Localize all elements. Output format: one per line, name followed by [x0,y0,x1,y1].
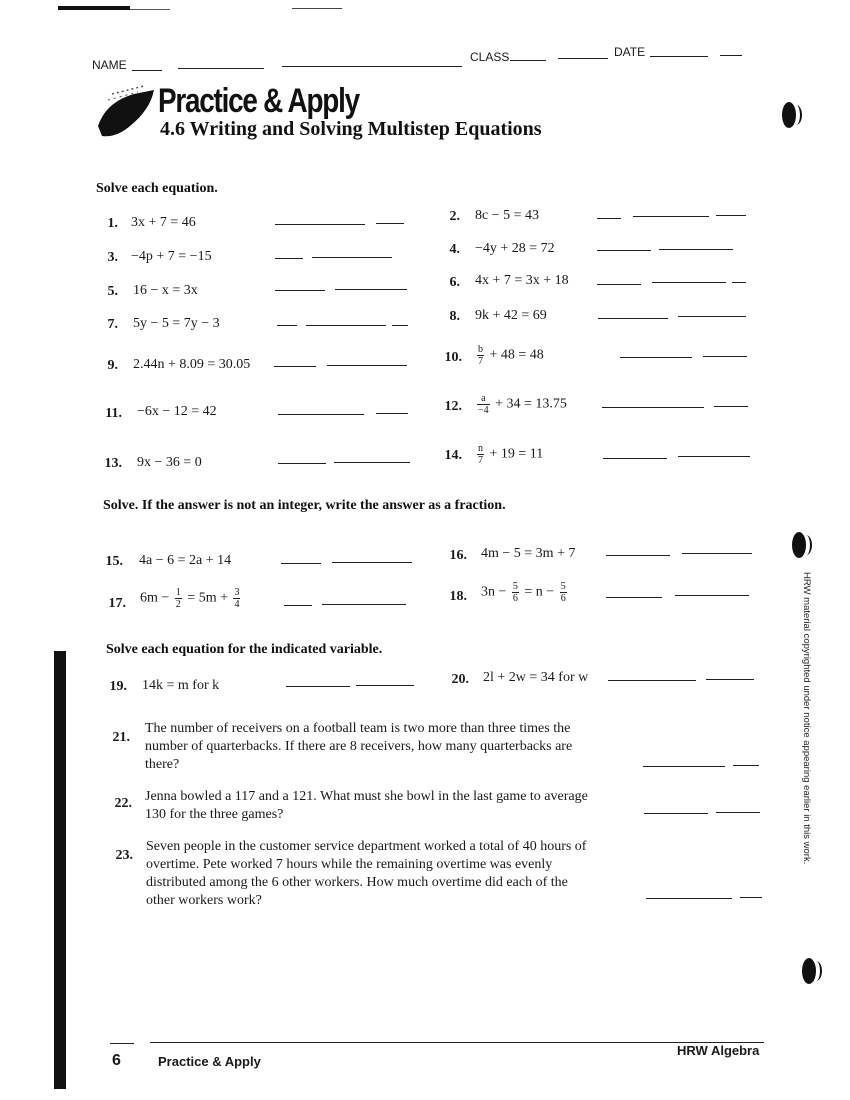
answer-blank[interactable] [278,414,364,415]
fraction: $\frac{a}{-4}$ [478,393,489,416]
problem-number: 19. [109,679,127,694]
problem-number: 12. [444,399,462,414]
answer-blank[interactable] [284,605,312,606]
class-label: CLASS [470,50,510,64]
answer-blank[interactable] [286,686,350,687]
equation: 9x − 36 = 0 [137,455,202,470]
punch-hole-icon [802,958,816,984]
equation: $\frac{n}{7}$ + 19 = 11 [478,443,544,466]
problem-number: 20. [451,672,469,687]
fraction: $\frac{n}{7}$ [478,443,483,466]
answer-blank[interactable] [678,316,746,317]
answer-blank[interactable] [644,813,708,814]
punch-hole-icon [792,532,806,558]
answer-blank[interactable] [643,766,725,767]
equation: 2l + 2w = 34 for w [483,670,589,685]
date-blank[interactable] [650,56,708,57]
answer-blank[interactable] [277,325,297,326]
answer-blank[interactable] [597,284,641,285]
problem-number: 13. [104,456,122,471]
date-label: DATE [614,45,646,59]
word-problem: The number of receivers on a football team is two more than three times the number of quarterbacks. If there are 8 receivers, how many quarterbacks are there? [145,721,573,772]
equation: 5y − 5 = 7y − 3 [133,316,220,331]
answer-blank[interactable] [392,325,408,326]
name-blank[interactable] [132,70,162,71]
answer-blank[interactable] [376,223,404,224]
answer-blank[interactable] [322,604,406,605]
answer-blank[interactable] [646,898,732,899]
answer-blank[interactable] [716,215,746,216]
problem-number: 22. [114,796,132,811]
name-blank[interactable] [282,66,462,67]
answer-blank[interactable] [633,216,709,217]
answer-blank[interactable] [732,282,746,283]
answer-blank[interactable] [598,318,668,319]
answer-blank[interactable] [682,553,752,554]
equation: −4y + 28 = 72 [475,241,555,256]
fraction: $\frac{b}{7}$ [478,344,483,367]
scan-mark [292,8,342,9]
answer-blank[interactable] [703,356,747,357]
answer-blank[interactable] [306,325,386,326]
answer-blank[interactable] [652,282,726,283]
equation: 2.44n + 8.09 = 30.05 [133,357,251,372]
problem-number: 3. [107,250,118,265]
answer-blank[interactable] [675,595,749,596]
problem-number: 23. [115,848,133,863]
answer-blank[interactable] [606,555,670,556]
answer-blank[interactable] [327,365,407,366]
punch-hole-icon [782,102,796,128]
equation: 9k + 42 = 69 [475,308,547,323]
answer-blank[interactable] [602,407,704,408]
equation: 4m − 5 = 3m + 7 [481,546,576,561]
answer-blank[interactable] [312,257,392,258]
practice-apply-logo-icon [94,80,160,144]
scan-edge-bar [54,651,66,1089]
word-problem: Jenna bowled a 117 and a 121. What must she bowl in the last game to average 130 for the three games? [145,789,588,822]
problem-number: 1. [107,216,118,231]
publisher-label: HRW Algebra [677,1043,760,1058]
answer-blank[interactable] [608,680,696,681]
equation: 4x + 7 = 3x + 18 [475,273,569,288]
answer-blank[interactable] [274,366,316,367]
problem-number: 10. [444,350,462,365]
answer-blank[interactable] [376,413,408,414]
copyright-note: HRW material copyrighted under notice appearing earlier in this work. [801,572,812,865]
answer-blank[interactable] [281,563,321,564]
answer-blank[interactable] [606,597,662,598]
answer-blank[interactable] [714,406,748,407]
problem-number: 11. [105,406,122,421]
problem-number: 7. [107,317,118,332]
problem-number: 15. [105,554,123,569]
equation: 6m − $\frac{1}{2}$ = 5m + $\frac{3}{4}$ [140,587,240,610]
answer-blank[interactable] [597,218,621,219]
problem-number: 5. [107,284,118,299]
lesson-title: 4.6 Writing and Solving Multistep Equations [160,118,542,140]
answer-blank[interactable] [659,249,733,250]
answer-blank[interactable] [620,357,692,358]
page-title: Practice & Apply [158,82,359,120]
answer-blank[interactable] [356,685,414,686]
section-heading: Solve. If the answer is not an integer, write the answer as a fraction. [103,498,506,513]
fraction: $\frac{3}{4}$ [234,587,240,610]
answer-blank[interactable] [334,462,410,463]
problem-number: 21. [112,730,130,745]
problem-number: 16. [449,548,467,563]
problem-number: 14. [444,448,462,463]
equation: 8c − 5 = 43 [475,208,540,223]
fraction: $\frac{5}{6}$ [560,581,566,604]
problem-number: 18. [449,589,467,604]
problem-number: 9. [107,358,118,373]
footer-title: Practice & Apply [158,1054,261,1069]
equation: $\frac{b}{7}$ + 48 = 48 [478,344,544,367]
answer-blank[interactable] [603,458,667,459]
answer-blank[interactable] [275,224,365,225]
answer-blank[interactable] [706,679,754,680]
footer-rule [150,1042,764,1043]
fraction: $\frac{5}{6}$ [512,581,518,604]
answer-blank[interactable] [716,812,760,813]
equation: 16 − x = 3x [133,283,198,298]
problem-number: 6. [449,275,460,290]
problem-number: 2. [449,209,460,224]
answer-blank[interactable] [597,250,651,251]
word-problem: Seven people in the customer service department worked a total of 40 hours of overtime. Pete worked 7 hours while the remaining overtime was evenly distributed among the 6 other workers. How much overtime did each of the other workers work? [146,839,587,908]
answer-blank[interactable] [278,463,326,464]
fraction: $\frac{1}{2}$ [175,587,181,610]
problem-number: 4. [449,242,460,257]
answer-blank[interactable] [332,562,412,563]
equation: 3n − $\frac{5}{6}$ = n − $\frac{5}{6}$ [481,581,566,604]
name-label: NAME [92,58,127,72]
answer-blank[interactable] [740,897,762,898]
answer-blank[interactable] [275,258,303,259]
answer-blank[interactable] [678,456,750,457]
class-blank[interactable] [558,58,608,59]
problem-number: 8. [449,309,460,324]
equation: −4p + 7 = −15 [131,249,212,264]
class-blank[interactable] [510,60,546,61]
equation: $\frac{a}{-4}$ + 34 = 13.75 [478,393,567,416]
page-number: 6 [112,1052,121,1069]
equation: 4a − 6 = 2a + 14 [139,553,232,568]
scan-mark [130,9,170,10]
equation: 14k = m for k [142,678,220,693]
scan-mark [58,6,130,10]
answer-blank[interactable] [335,289,407,290]
answer-blank[interactable] [275,290,325,291]
footer-rule [110,1043,134,1044]
section-heading: Solve each equation for the indicated variable. [106,642,383,657]
date-blank[interactable] [720,55,742,56]
equation: 3x + 7 = 46 [131,215,196,230]
section-heading: Solve each equation. [96,181,218,196]
name-blank[interactable] [178,68,264,69]
equation: −6x − 12 = 42 [137,404,217,419]
problem-number: 17. [108,596,126,611]
answer-blank[interactable] [733,765,759,766]
